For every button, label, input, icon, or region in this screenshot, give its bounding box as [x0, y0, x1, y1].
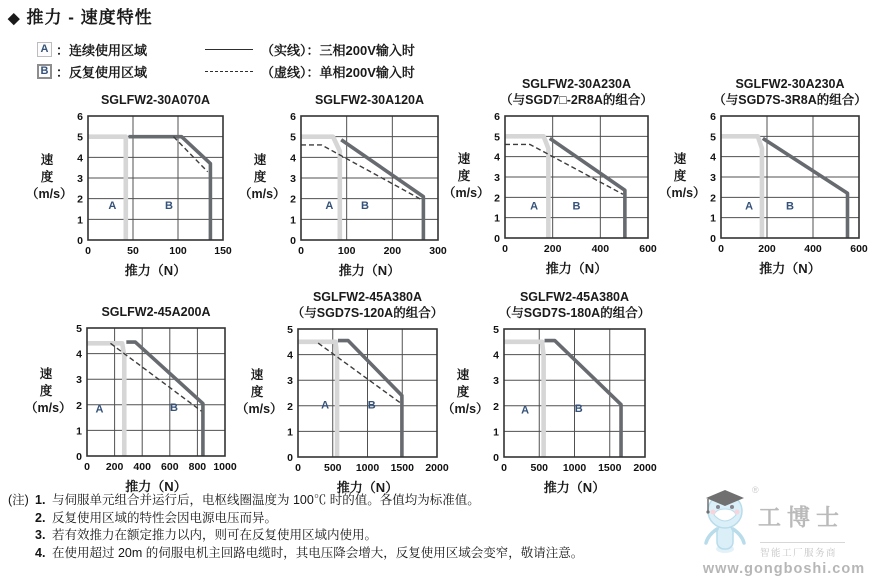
x-tick-label: 2000 [633, 462, 657, 474]
chart-plot [25, 278, 249, 498]
footnote-line [8, 527, 583, 545]
solid-line-icon [205, 49, 253, 50]
x-tick-label: 600 [639, 243, 657, 255]
note-text: 与伺服单元组合并运行后，电枢线圈温度为 100℃ 时的值。各值均为标准值。 [52, 493, 480, 507]
y-tick-label: 0 [710, 233, 716, 245]
y-tick-label: 4 [290, 152, 296, 165]
y-tick-label: 2 [77, 193, 83, 206]
x-tick-label: 600 [850, 243, 868, 255]
thrust-speed-chart-SGLFW2-30A120A [239, 66, 462, 282]
note-prefix [8, 527, 35, 545]
region-label-a: A [530, 200, 539, 213]
y-tick-label: 1 [287, 426, 293, 439]
y-tick-label: 3 [494, 172, 500, 184]
y-tick-label: 3 [76, 374, 82, 387]
y-tick-label: 0 [494, 233, 500, 245]
region-label-a: A [95, 403, 104, 416]
series-continuous-area-limit [87, 343, 124, 456]
series-continuous-area-limit [504, 342, 544, 457]
series-three-phase-200v [126, 342, 203, 456]
footnote-line [8, 492, 583, 510]
thrust-speed-chart-SGLFW2-45A380A [442, 279, 669, 499]
x-tick-label: 1500 [390, 462, 414, 474]
x-tick-label: 500 [323, 462, 342, 474]
chart-plot [443, 66, 672, 280]
footnotes [8, 492, 583, 562]
y-axis-label: 速 度 （m/s） [442, 368, 489, 416]
note-text: 反复使用区域的特性会因电源电压而异。 [52, 510, 278, 525]
note-text: 若有效推力在额定推力以内，则可在反复使用区域内使用。 [52, 528, 378, 542]
y-tick-label: 0 [77, 235, 83, 247]
y-tick-label: 5 [287, 324, 293, 336]
y-axis-label: 速 度 （m/s） [25, 367, 72, 415]
region-label-a: A [325, 200, 334, 212]
x-tick-label: 1000 [562, 462, 587, 474]
watermark [696, 485, 872, 585]
watermark-brand: 工博士 [758, 505, 845, 530]
x-tick-label: 200 [383, 245, 402, 257]
x-tick-label: 1500 [598, 462, 622, 474]
y-tick-label: 4 [76, 348, 82, 361]
y-tick-label: 3 [493, 375, 499, 388]
x-tick-label: 400 [591, 243, 610, 255]
x-tick-label: 0 [501, 462, 507, 474]
y-tick-label: 6 [710, 111, 716, 123]
region-label-b: B [786, 200, 794, 213]
series-three-phase-200v [129, 137, 211, 240]
x-tick-label: 600 [161, 461, 179, 473]
y-tick-label: 2 [710, 192, 716, 205]
chart-plot [26, 66, 247, 282]
x-tick-label: 0 [298, 245, 304, 257]
x-tick-label: 100 [169, 245, 187, 257]
region-label-a: A [521, 404, 530, 417]
legend-item-label: （实线）：三相200V输入时 [261, 42, 415, 58]
y-tick-label: 2 [493, 400, 499, 413]
region-label-b: B [360, 200, 369, 212]
legend-item-label: ：连续使用区域 [56, 42, 148, 58]
y-tick-label: 2 [494, 192, 500, 205]
x-axis-label: 推力（N） [336, 480, 399, 495]
thrust-speed-chart-SGLFW2-30A230A [443, 66, 672, 280]
note-prefix [8, 545, 35, 563]
note-prefix: (注) [8, 493, 29, 507]
y-tick-label: 5 [710, 131, 716, 144]
y-tick-label: 4 [77, 152, 83, 165]
x-tick-label: 2000 [425, 462, 449, 474]
x-tick-label: 500 [530, 462, 549, 474]
region-label-b: B [367, 399, 376, 412]
series-continuous-area-limit [721, 136, 762, 238]
chart-title: SGLFW2-30A070A [100, 93, 211, 107]
watermark-tagline: 智能工厂服务商 [760, 542, 845, 559]
note-number: 4. [35, 545, 46, 560]
series-three-phase-200v [341, 140, 423, 240]
region-label-b: B [572, 200, 581, 213]
x-tick-label: 0 [85, 245, 91, 257]
x-axis-label: 推力（N） [545, 261, 608, 276]
chart-plot [659, 66, 878, 280]
note-number: 3. [35, 528, 46, 542]
x-tick-label: 50 [127, 245, 139, 257]
thrust-speed-chart-SGLFW2-45A380A [236, 279, 461, 499]
x-axis-label: 推力（N） [338, 263, 401, 278]
chart-plot [442, 279, 669, 499]
y-tick-label: 2 [290, 193, 296, 206]
diamond-bullet-icon: ◆ [8, 10, 21, 27]
y-tick-label: 3 [290, 173, 296, 185]
x-axis-label: 推力（N） [543, 480, 606, 495]
legend-item-region-a [37, 38, 147, 60]
x-tick-label: 400 [133, 461, 151, 473]
watermark-url[interactable]: www.gongboshi.com [702, 561, 866, 577]
y-tick-label: 6 [494, 111, 500, 123]
y-axis-label: 速 度 （m/s） [236, 368, 283, 416]
thrust-speed-chart-SGLFW2-45A200A [25, 278, 249, 498]
registered-mark: ® [752, 485, 759, 495]
y-tick-label: 6 [77, 111, 83, 123]
y-tick-label: 0 [287, 452, 293, 464]
legend-item-label: ：反复使用区域 [56, 64, 148, 80]
x-tick-label: 300 [429, 245, 447, 257]
y-tick-label: 1 [76, 425, 82, 438]
y-axis-label: 速 度 （m/s） [443, 152, 490, 200]
chart-title: SGLFW2-30A230A （与SGD7S-3R8A的组合） [713, 77, 867, 107]
x-axis-label: 推力（N） [759, 261, 821, 276]
y-axis-label: 速 度 （m/s） [239, 153, 286, 201]
x-tick-label: 200 [543, 243, 562, 255]
chart-title: SGLFW2-45A380A （与SGD7S-120A的组合） [291, 290, 444, 320]
chart-plot [239, 66, 462, 282]
series-three-phase-200v [550, 138, 625, 238]
x-tick-label: 200 [105, 461, 124, 473]
note-number: 2. [35, 510, 46, 525]
y-tick-label: 1 [710, 212, 716, 225]
y-tick-label: 2 [76, 399, 82, 412]
y-axis-label: 速 度 （m/s） [26, 153, 73, 201]
x-tick-label: 400 [804, 243, 822, 255]
region-label-b: B [169, 402, 178, 415]
y-tick-label: 6 [290, 111, 296, 123]
y-tick-label: 3 [710, 172, 716, 184]
y-axis-label: 速 度 （m/s） [659, 152, 706, 200]
chart-title: SGLFW2-30A120A [314, 93, 425, 107]
y-tick-label: 4 [710, 151, 716, 164]
page-title [8, 3, 153, 28]
legend-item-solid-line [205, 38, 415, 60]
x-axis-label: 推力（N） [124, 263, 187, 278]
x-axis-label: 推力（N） [125, 479, 187, 494]
x-tick-label: 0 [718, 243, 724, 255]
mascot-icon [696, 485, 754, 559]
x-tick-label: 100 [337, 245, 356, 257]
chart-plot [236, 279, 461, 499]
y-tick-label: 4 [493, 349, 499, 362]
thrust-speed-chart-SGLFW2-30A230A [659, 66, 878, 280]
chart-title: SGLFW2-45A380A （与SGD7S-180A的组合） [498, 290, 651, 320]
y-tick-label: 0 [76, 451, 82, 463]
y-tick-label: 1 [290, 214, 296, 227]
footnote-line [8, 510, 583, 528]
region-key-box: A [37, 42, 52, 57]
x-tick-label: 0 [295, 462, 301, 474]
y-tick-label: 5 [493, 324, 499, 336]
y-tick-label: 4 [287, 349, 293, 362]
region-key-box: B [37, 64, 52, 79]
note-prefix [8, 510, 35, 528]
chart-title: SGLFW2-30A230A （与SGD7□-2R8A的组合） [500, 77, 653, 107]
y-tick-label: 3 [287, 375, 293, 388]
legend-item-label: （虚线）：单相200V输入时 [261, 64, 415, 80]
y-tick-label: 5 [494, 131, 500, 144]
x-tick-label: 0 [84, 461, 90, 473]
y-tick-label: 4 [494, 151, 500, 164]
region-label-b: B [574, 403, 583, 416]
region-label-a: A [745, 200, 754, 213]
x-tick-label: 800 [188, 461, 207, 473]
series-continuous-area-limit [298, 342, 337, 457]
chart-title: SGLFW2-45A200A [101, 305, 211, 319]
y-tick-label: 5 [290, 131, 296, 144]
y-tick-label: 0 [290, 235, 296, 247]
x-tick-label: 0 [502, 243, 508, 255]
y-tick-label: 1 [494, 212, 500, 225]
region-label-b: B [165, 200, 173, 212]
x-tick-label: 150 [214, 245, 232, 257]
x-tick-label: 200 [758, 243, 776, 255]
y-tick-label: 1 [493, 426, 499, 439]
y-tick-label: 2 [287, 400, 293, 413]
page-title-text: 推力 - 速度特性 [26, 8, 153, 27]
x-tick-label: 1000 [355, 462, 380, 474]
y-tick-label: 1 [77, 214, 83, 227]
thrust-speed-chart-SGLFW2-30A070A [26, 66, 247, 282]
y-tick-label: 5 [76, 323, 82, 335]
y-tick-label: 5 [77, 131, 83, 144]
note-number: 1. [35, 493, 46, 507]
y-tick-label: 0 [493, 452, 499, 464]
note-text: 在使用超过 20m 的伺服电机主回路电缆时，其电压降会增大，反复使用区域会变窄，敬请注意。 [52, 545, 584, 560]
series-single-phase-200v [505, 144, 623, 194]
region-label-a: A [321, 399, 330, 412]
x-tick-label: 1000 [213, 461, 237, 473]
series-continuous-area-limit [505, 136, 548, 238]
footnote-line [8, 545, 583, 563]
series-three-phase-200v [763, 138, 848, 238]
series-continuous-area-limit [88, 137, 126, 240]
region-label-a: A [108, 200, 117, 212]
y-tick-label: 3 [77, 173, 83, 185]
